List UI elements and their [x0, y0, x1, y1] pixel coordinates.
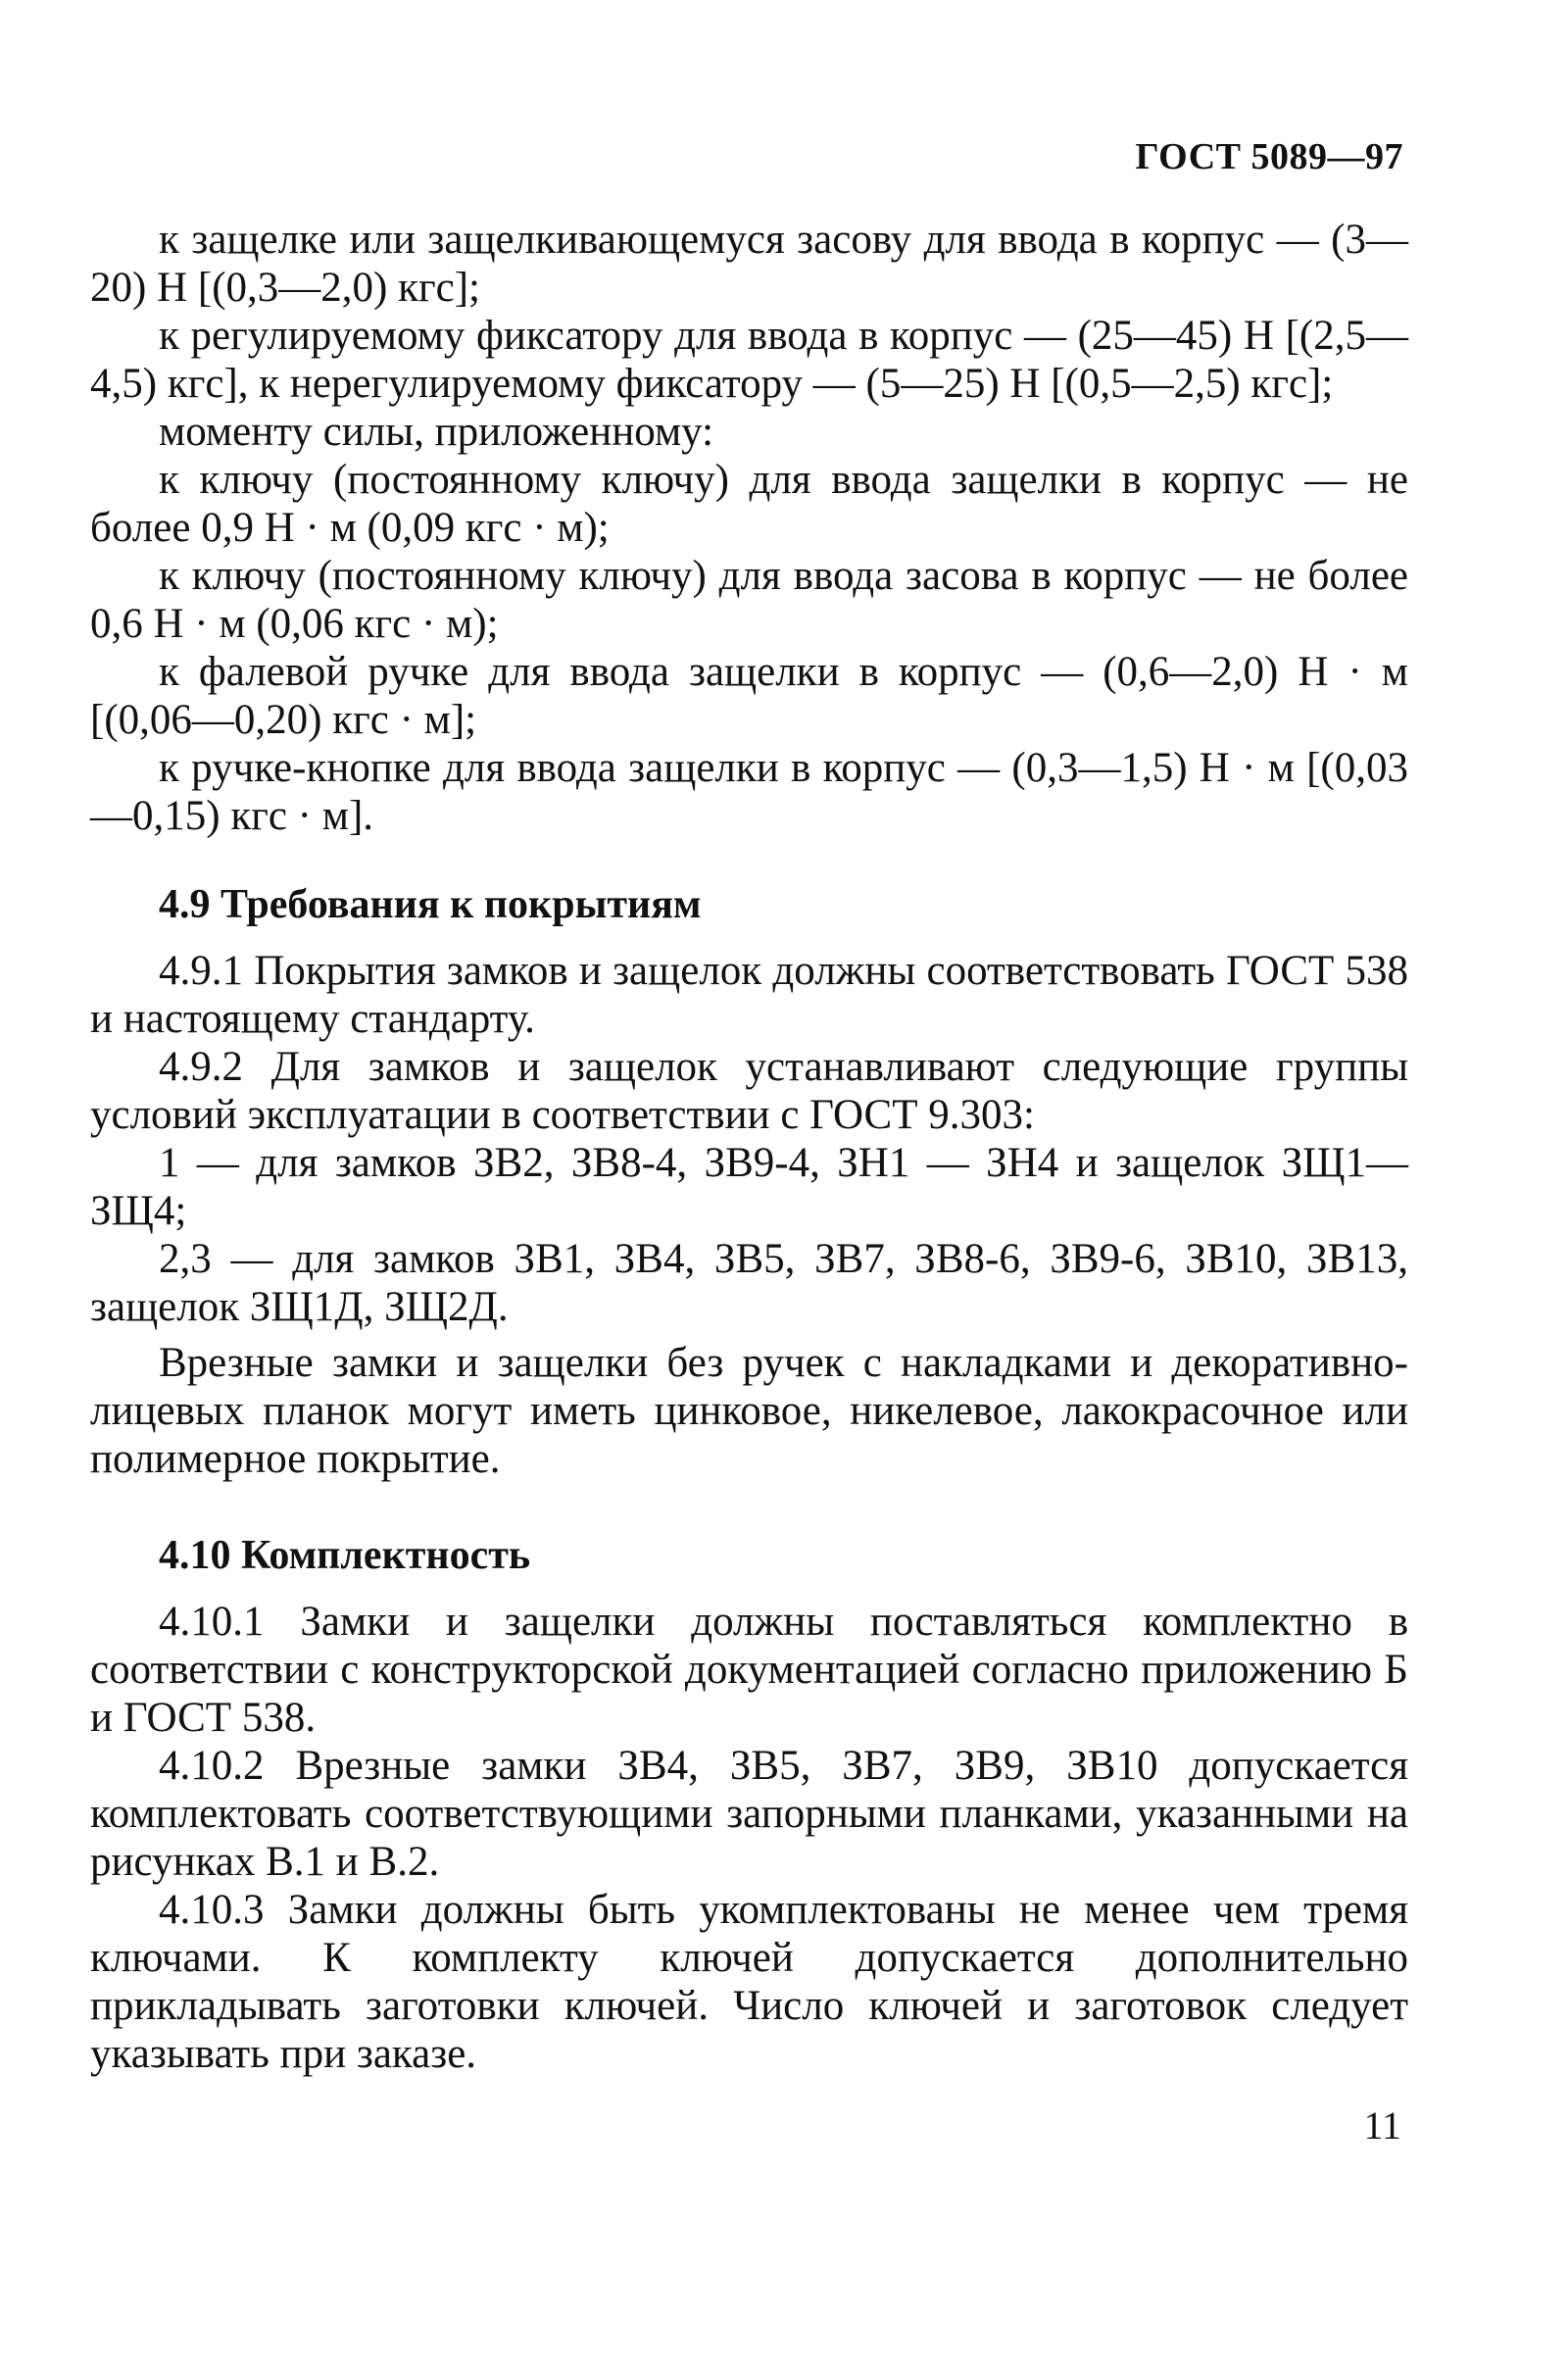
page-number: 11: [1363, 2103, 1401, 2148]
paragraph-key-bolt-moment: к ключу (постоянному ключу) для ввода засова в корпус — не более 0,6 Н · м (0,06 кгс · м);: [90, 553, 1408, 647]
paragraph-latch-force: к защелке или защелкивающемуся засову для ввода в корпус — (3—20) Н [(0,3—2,0) кгс];: [90, 217, 1408, 311]
paragraph-coating-types: Врезные замки и защелки без ручек с накладками и декоративно-лицевых планок могут иметь цинковое, никелевое, лакокрасочное или полимерное покрытие.: [90, 1340, 1408, 1482]
paragraph-4-10-2: 4.10.2 Врезные замки ЗВ4, ЗВ5, ЗВ7, ЗВ9, ЗВ10 допускается комплектовать соответствующими запорными планками, указанными на рисунках В.1 и В.2.: [90, 1743, 1408, 1885]
paragraph-4-9-1: 4.9.1 Покрытия замков и защелок должны соответствовать ГОСТ 538 и настоящему стандарту.: [90, 948, 1408, 1042]
page-header-standard: ГОСТ 5089—97: [1135, 136, 1403, 177]
page-content: [90, 216, 1408, 2078]
paragraph-lever-handle-moment: к фалевой ручке для ввода защелки в корпус — (0,6—2,0) Н · м [(0,06—0,20) кгс · м];: [90, 649, 1408, 743]
paragraph-fixator-force: к регулируемому фиксатору для ввода в корпус — (25—45) Н [(2,5—4,5) кгс], к нерегулируемому фиксатору — (5—25) Н [(0,5—2,5) кгс];: [90, 313, 1408, 407]
paragraph-group-2-3: 2,3 — для замков ЗВ1, ЗВ4, ЗВ5, ЗВ7, ЗВ8-6, ЗВ9-6, ЗВ10, ЗВ13, защелок ЗЩ1Д, ЗЩ2Д.: [90, 1236, 1408, 1330]
paragraph-4-10-3: 4.10.3 Замки должны быть укомплектованы не менее чем тремя ключами. К комплекту ключей допускается дополнительно прикладывать заготовки ключей. Число ключей и заготовок следует указывать при заказе.: [90, 1887, 1408, 2077]
paragraph-moment-intro: моменту силы, приложенному:: [159, 409, 714, 455]
paragraph-knob-moment: к ручке-кнопке для ввода защелки в корпус — (0,3—1,5) Н · м [(0,03—0,15) кгс · м].: [90, 745, 1408, 839]
paragraph-4-10-1: 4.10.1 Замки и защелки должны поставляться комплектно в соответствии с конструкторской документацией согласно приложению Б и ГОСТ 538.: [90, 1599, 1408, 1741]
paragraph-4-9-2: 4.9.2 Для замков и защелок устанавливают следующие группы условий эксплуатации в соответствии с ГОСТ 9.303:: [90, 1044, 1408, 1138]
paragraph-group-1: 1 — для замков ЗВ2, ЗВ8-4, ЗВ9-4, ЗН1 — ЗН4 и защелок ЗЩ1—ЗЩ4;: [90, 1140, 1408, 1234]
section-heading-coatings: 4.9 Требования к покрытиям: [159, 882, 702, 927]
paragraph-key-latch-moment: к ключу (постоянному ключу) для ввода защелки в корпус — не более 0,9 Н · м (0,09 кгс · м);: [90, 457, 1408, 551]
section-heading-completeness: 4.10 Комплектность: [159, 1533, 531, 1578]
